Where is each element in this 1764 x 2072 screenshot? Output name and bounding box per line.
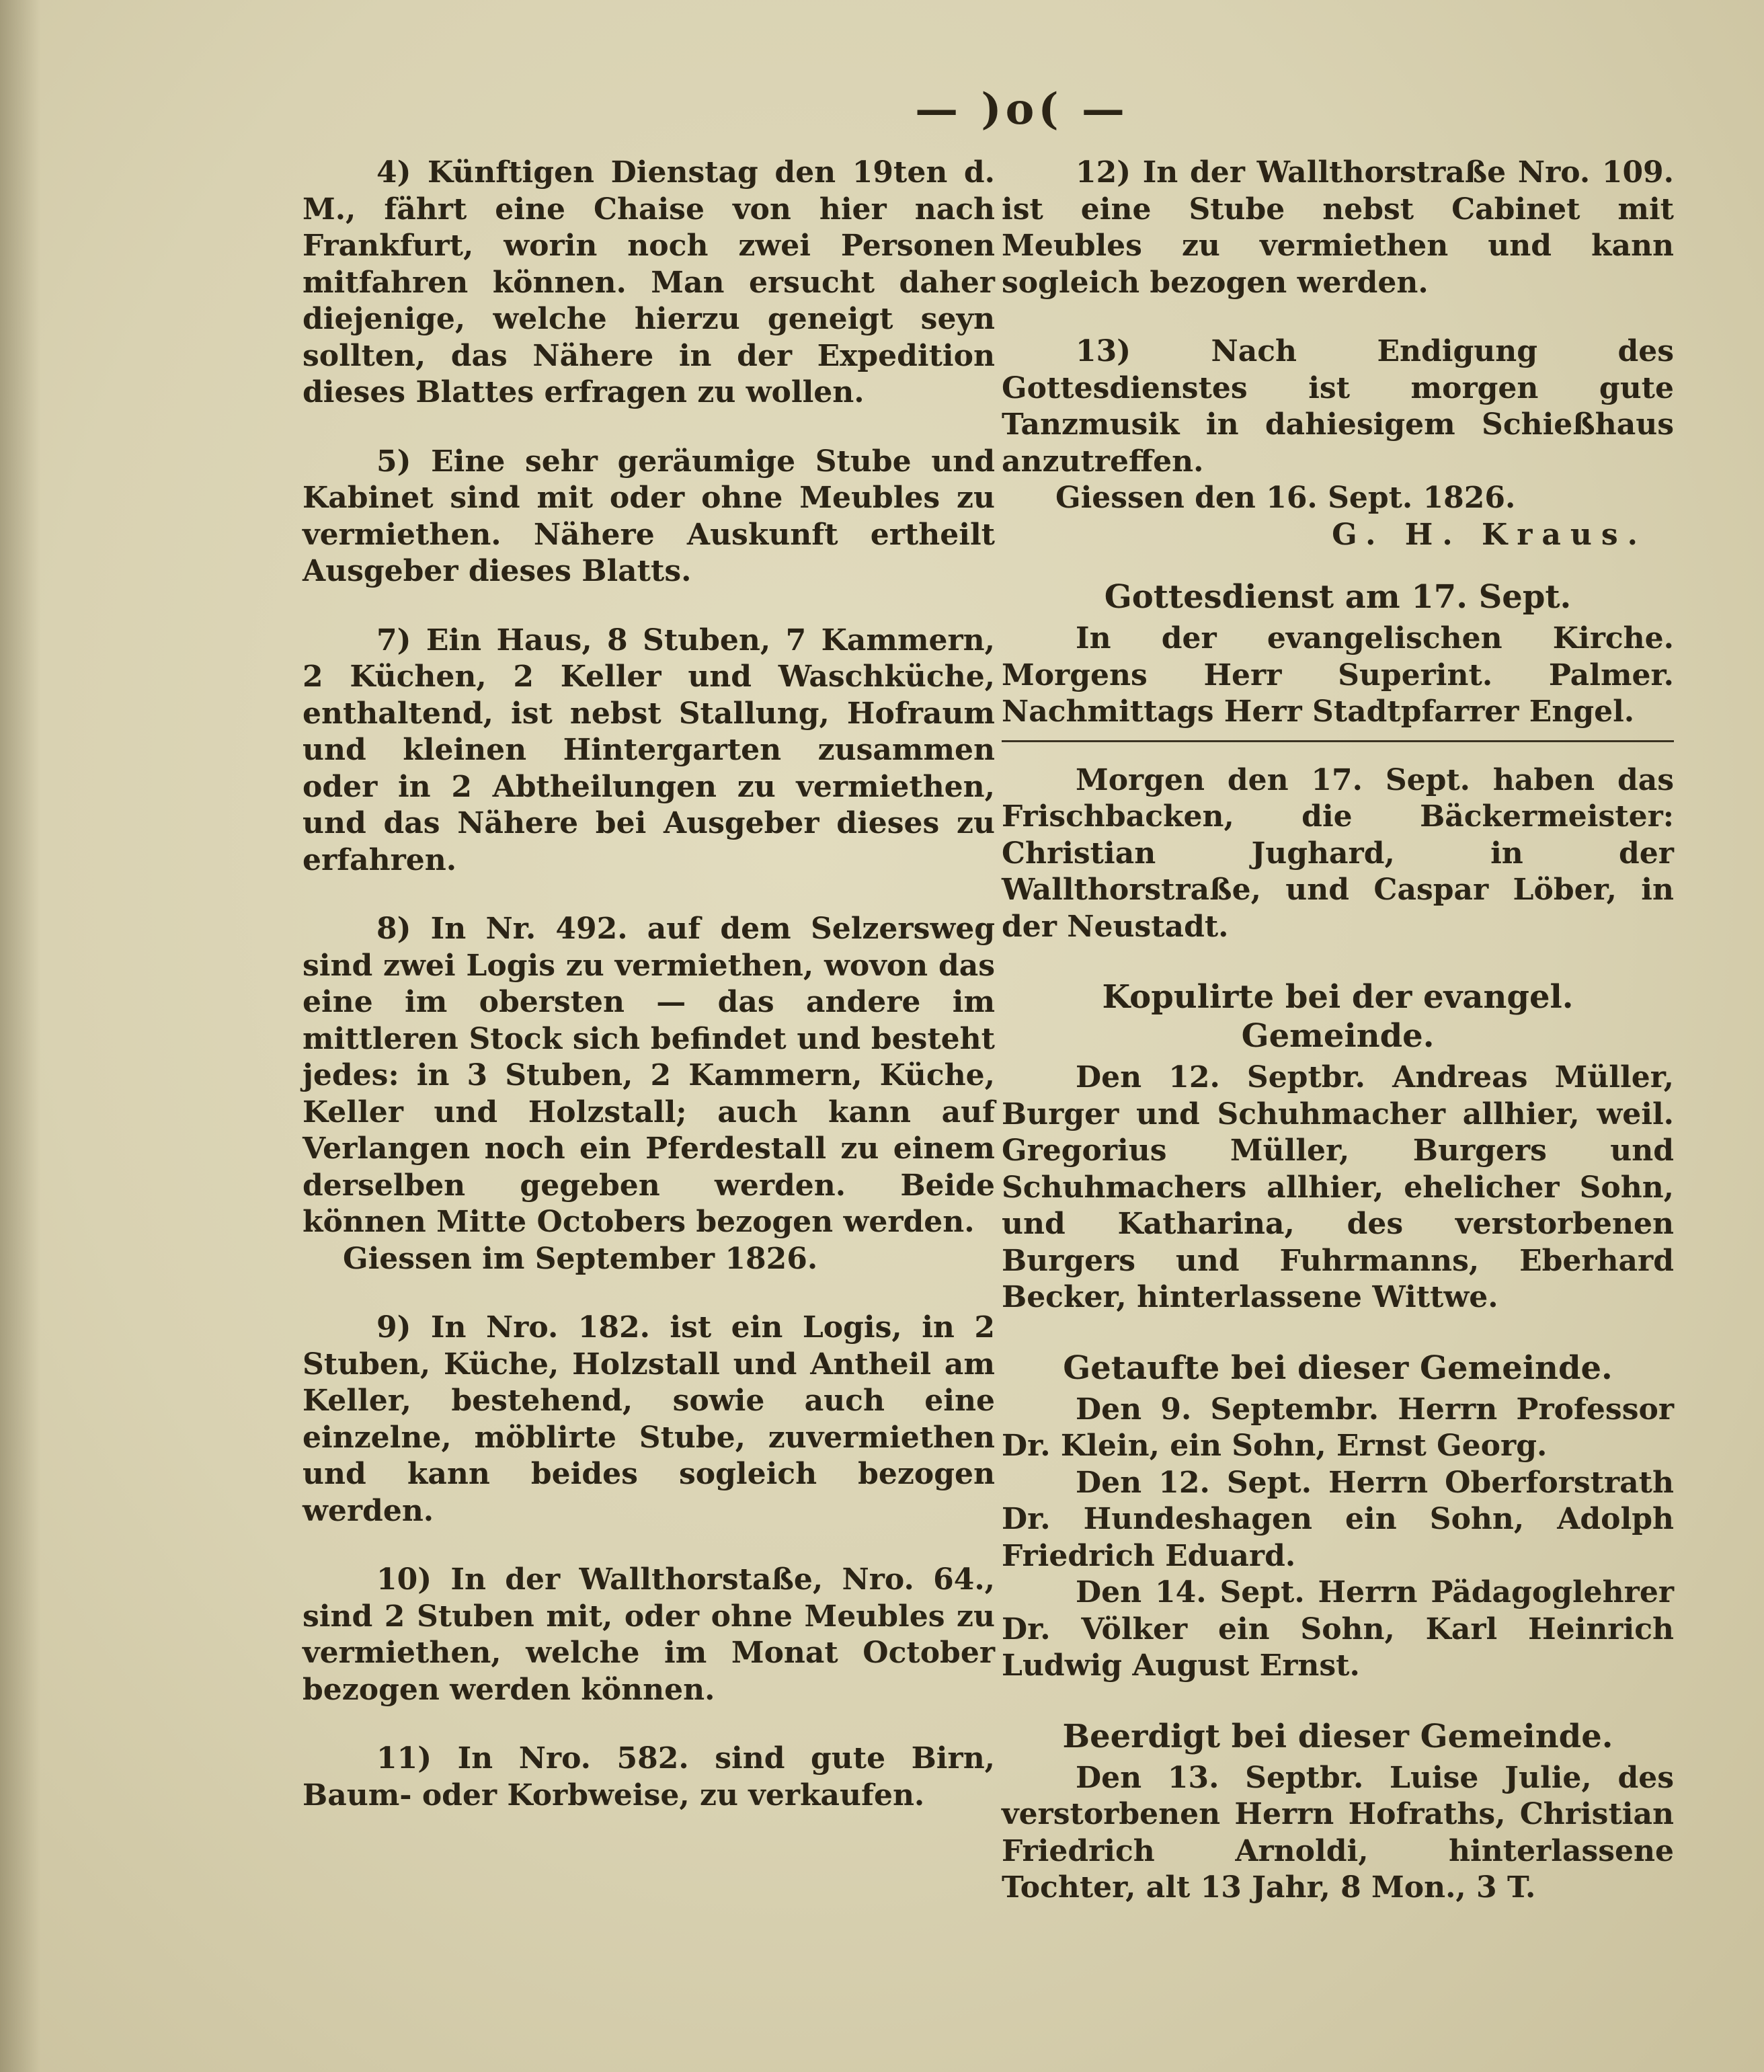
buried-text: Den 13. Septbr. Luise Julie, des verstorbenen Herrn Hofraths, Christian Friedrich Arnoldi, hinterlassene Tochter, alt 13 Jahr, 8 Mon., 3 T. (1002, 1760, 1674, 1905)
notice-signature: G. H. Kraus. (1332, 517, 1647, 552)
notice-13-date: Giessen den 16. Sept. 1826. (1055, 481, 1516, 515)
right-column (1002, 155, 1674, 1939)
left-column (303, 155, 995, 1846)
notice-7: 7) Ein Haus, 8 Stuben, 7 Kammern, 2 Küchen, 2 Keller und Waschküche, enthaltend, ist nebst Stallung, Hofraum und kleinen Hintergarten zusammen oder in 2 Abtheilungen zu vermiethen, und das Nähere bei Ausgeber dieses zu erfahren. (303, 623, 995, 877)
notice-13: 13) Nach Endigung des Gottesdienstes ist morgen gute Tanzmusik in dahiesigem Schießhaus anzutreffen. (1002, 334, 1674, 479)
page-header-ornament: — )o( — (915, 84, 1129, 134)
married-heading: Kopulirte bei der evangel. Gemeinde. (1102, 978, 1574, 1055)
baptized-heading: Getaufte bei dieser Gemeinde. (1063, 1349, 1613, 1387)
notice-9: 9) In Nro. 182. ist ein Logis, in 2 Stuben, Küche, Holzstall und Antheil am Keller, bestehend, sowie auch eine einzelne, möblirte Stube, zuvermiethen und kann beides sogleich bezogen werden. (303, 1310, 995, 1528)
section-divider (1002, 740, 1674, 742)
notice-8-date: Giessen im September 1826. (343, 1241, 818, 1276)
notice-8: 8) In Nr. 492. auf dem Selzersweg sind zwei Logis zu vermiethen, wovon das eine im obersten — das andere im mittleren Stock sich befindet und besteht jedes: in 3 Stuben, 2 Kammern, Küche, Keller und Holzstall; auch kann auf Verlangen noch ein Pferdestall zu einem derselben gegeben werden. Beide können Mitte Octobers bezogen werden. (303, 912, 995, 1239)
bakers-notice: Morgen den 17. Sept. haben das Frischbacken, die Bäckermeister: Christian Jughard, in der Wallthorstraße, und Caspar Löber, in der Neustadt. (1002, 762, 1674, 944)
notice-12: 12) In der Wallthorstraße Nro. 109. ist eine Stube nebst Cabinet mit Meubles zu vermiethen und kann sogleich bezogen werden. (1002, 155, 1674, 300)
baptized-entry: Den 14. Sept. Herrn Pädagoglehrer Dr. Völker ein Sohn, Karl Heinrich Ludwig August Ernst. (1002, 1575, 1674, 1683)
service-text: In der evangelischen Kirche. Morgens Herr Superint. Palmer. Nachmittags Herr Stadtpfarrer Engel. (1002, 621, 1674, 729)
service-heading: Gottesdienst am 17. Sept. (1104, 578, 1572, 616)
baptized-entry: Den 9. Septembr. Herrn Professor Dr. Klein, ein Sohn, Ernst Georg. (1002, 1392, 1674, 1463)
page-edge-shadow (0, 0, 40, 2072)
notice-10: 10) In der Wallthorstaße, Nro. 64., sind 2 Stuben mit, oder ohne Meubles zu vermiethen, welche im Monat October bezogen werden können. (303, 1562, 995, 1707)
notice-11: 11) In Nro. 582. sind gute Birn, Baum- oder Korbweise, zu verkaufen. (303, 1741, 995, 1812)
notice-5: 5) Eine sehr geräumige Stube und Kabinet sind mit oder ohne Meubles zu vermiethen. Nähere Auskunft ertheilt Ausgeber dieses Blatts. (303, 444, 995, 588)
buried-heading: Beerdigt bei dieser Gemeinde. (1062, 1717, 1613, 1755)
baptized-entry: Den 12. Sept. Herrn Oberforstrath Dr. Hundeshagen ein Sohn, Adolph Friedrich Eduard. (1002, 1465, 1674, 1573)
notice-4: 4) Künftigen Dienstag den 19ten d. M., fährt eine Chaise von hier nach Frankfurt, worin noch zwei Personen mitfahren können. Man ersucht daher diejenige, welche hierzu geneigt seyn sollten, das Nähere in der Expedition dieses Blattes erfragen zu wollen. (303, 155, 995, 409)
married-text: Den 12. Septbr. Andreas Müller, Burger und Schuhmacher allhier, weil. Gregorius Müller, Burgers und Schuhmachers allhier, ehelicher Sohn, und Katharina, des verstorbenen Burgers und Fuhrmanns, Eberhard Becker, hinterlassene Wittwe. (1002, 1060, 1674, 1314)
